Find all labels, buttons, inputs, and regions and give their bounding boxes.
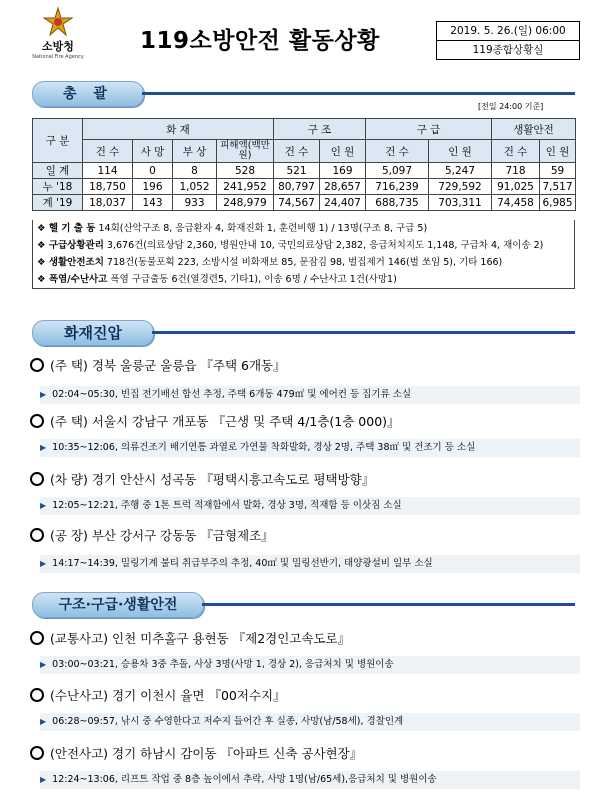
fire-item-detail: ▶ 14:17~14:39, 밀링기계 불티 취급부주의 추정, 40㎡ 및 밀링선반기, 태양광설비 일부 소실: [40, 555, 580, 573]
header-deaths: 사 망: [133, 140, 173, 163]
section-label-rescue: 구조·구급·생활안전: [32, 592, 204, 618]
circle-bullet-icon: [30, 746, 44, 760]
cell: 5,097: [366, 163, 429, 179]
fire-item-head: (차 량) 경기 안산시 성곡동 『평택시흥고속도로 평택방향』: [30, 470, 374, 488]
row-label: 계 '19: [33, 195, 83, 211]
logo-name: 소방청: [42, 40, 74, 53]
header-cases: 건 수: [83, 140, 133, 163]
header-category: 구 분: [33, 119, 83, 163]
table-row: [33, 179, 576, 195]
table-row: [33, 163, 576, 179]
triangle-bullet-icon: ▶: [40, 660, 47, 669]
header-fire: 화 재: [83, 119, 274, 140]
cell: 169: [320, 163, 366, 179]
cell: 241,952: [217, 179, 274, 195]
rescue-item-head: (안전사고) 경기 하남시 감이동 『아파트 신축 공사현장』: [30, 744, 362, 762]
cell: 6,985: [540, 195, 576, 211]
rescue-item-detail: ▶ 12:24~13:06, 리프트 작업 중 8층 높이에서 추락, 사망 1명(남/65세),응급처치 및 병원이송: [40, 771, 580, 789]
detail-ems-management: ❖ 구급상황관리 3,676건(의료상담 2,360, 병원안내 10, 국민의료상담 2,382, 응급처치지도 1,148, 구급차 4, 재이송 2): [37, 240, 544, 251]
cell: 718: [492, 163, 540, 179]
report-date: 2019. 5. 26.(일) 06:00: [450, 25, 566, 37]
cell: 729,592: [429, 179, 492, 195]
cell: 521: [274, 163, 320, 179]
cell: 528: [217, 163, 274, 179]
fire-item-head: (주 택) 경북 울릉군 울릉읍 『주택 6개동』: [30, 356, 286, 374]
cell: 248,979: [217, 195, 274, 211]
cell: 80,797: [274, 179, 320, 195]
cell: 703,311: [429, 195, 492, 211]
header-persons: 인 원: [429, 140, 492, 163]
header-ems: 구 급: [366, 119, 492, 140]
cell: 8: [173, 163, 217, 179]
table-row: [33, 195, 576, 211]
triangle-bullet-icon: ▶: [40, 443, 47, 452]
row-label: 누 '18: [33, 179, 83, 195]
fire-item-detail: ▶ 12:05~12:21, 주행 중 1톤 트럭 적재함에서 발화, 경상 3명, 적재함 등 이삿짐 소실: [40, 497, 580, 515]
circle-bullet-icon: [30, 528, 44, 542]
rescue-item-head: (수난사고) 경기 이천시 율면 『00저수지』: [30, 686, 286, 704]
summary-details: [32, 220, 575, 289]
header-rescue: 구 조: [274, 119, 366, 140]
cell: 24,407: [320, 195, 366, 211]
cell: 74,458: [492, 195, 540, 211]
header-persons: 인 원: [320, 140, 366, 163]
circle-bullet-icon: [30, 631, 44, 645]
cell: 688,735: [366, 195, 429, 211]
emblem-icon: [41, 6, 75, 40]
fire-item-detail: ▶ 10:35~12:06, 의류건조기 배기연통 과열로 가연물 착화발화, 경상 2명, 주택 38㎡ 및 건조기 등 소실: [40, 439, 580, 457]
section-label-fire: 화재진압: [32, 320, 154, 346]
cell: 28,657: [320, 179, 366, 195]
row-label: 일 계: [33, 163, 83, 179]
header-cases: 건 수: [492, 140, 540, 163]
cell: 18,037: [83, 195, 133, 211]
cell: 1,052: [173, 179, 217, 195]
fire-item-head: (공 장) 부산 강서구 강동동 『금형제조』: [30, 526, 274, 544]
header-safety: 생활안전: [492, 119, 576, 140]
triangle-bullet-icon: ▶: [40, 775, 47, 784]
section-divider: [142, 92, 575, 95]
fire-item-head: (주 택) 서울시 강남구 개포동 『근생 및 주택 4/1층(1층 000)』: [30, 412, 400, 430]
date-box: [436, 21, 580, 60]
agency-logo: [28, 6, 88, 66]
cell: 18,750: [83, 179, 133, 195]
cell: 143: [133, 195, 173, 211]
cell: 5,247: [429, 163, 492, 179]
cell: 114: [83, 163, 133, 179]
circle-bullet-icon: [30, 414, 44, 428]
rescue-item-detail: ▶ 06:28~09:57, 낚시 중 수영한다고 저수지 들어간 후 실종, 사망(남/58세), 경찰인계: [40, 713, 580, 731]
cell: 196: [133, 179, 173, 195]
header-cases: 건 수: [274, 140, 320, 163]
header-damage: 피해액(백만원): [217, 140, 274, 163]
triangle-bullet-icon: ▶: [40, 390, 47, 399]
triangle-bullet-icon: ▶: [40, 559, 47, 568]
logo-english: National Fire Agency: [32, 54, 84, 60]
page-title: 119소방안전 활동상황: [140, 28, 380, 54]
rescue-item-detail: ▶ 03:00~03:21, 승용차 3중 추돌, 사상 3명(사망 1, 경상 2), 응급처치 및 병원이송: [40, 656, 580, 674]
fire-item-detail: ▶ 02:04~05:30, 빈집 전기배선 합선 추정, 주택 6개동 479㎡ 및 에어컨 등 집기류 소실: [40, 386, 580, 404]
rescue-item-head: (교통사고) 인천 미추홀구 용현동 『제2경인고속도로』: [30, 629, 350, 647]
circle-bullet-icon: [30, 358, 44, 372]
cell: 74,567: [274, 195, 320, 211]
section-divider: [202, 603, 575, 606]
cell: 0: [133, 163, 173, 179]
detail-helicopter: ❖ 헬 기 출 동 14회(산악구조 8, 응급환자 4, 화재진화 1, 훈련비행 1) / 13명(구조 8, 구급 5): [37, 223, 428, 234]
cell: 716,239: [366, 179, 429, 195]
report-office: 119종합상황실: [437, 40, 579, 59]
cell: 91,025: [492, 179, 540, 195]
detail-heat-water: ❖ 폭염/수난사고 폭염 구급출동 6건(열경련5, 기타1), 이송 6명 / 수난사고 1건(사망1): [37, 274, 397, 285]
cell: 933: [173, 195, 217, 211]
section-divider: [152, 331, 575, 334]
section-label-summary: 총 괄: [32, 81, 144, 107]
triangle-bullet-icon: ▶: [40, 717, 47, 726]
cell: 7,517: [540, 179, 576, 195]
header-injured: 부 상: [173, 140, 217, 163]
detail-safety-action: ❖ 생활안전조치 718건(동물포획 223, 소방시설 비화재보 85, 문잠김 98, 벌집제거 146(벌 쏘임 5), 기타 166): [37, 257, 503, 268]
summary-table: [32, 118, 576, 211]
header-cases: 건 수: [366, 140, 429, 163]
circle-bullet-icon: [30, 472, 44, 486]
circle-bullet-icon: [30, 688, 44, 702]
cell: 59: [540, 163, 576, 179]
header-persons: 인 원: [540, 140, 576, 163]
triangle-bullet-icon: ▶: [40, 501, 47, 510]
summary-note: [전일 24:00 기준]: [478, 102, 544, 111]
